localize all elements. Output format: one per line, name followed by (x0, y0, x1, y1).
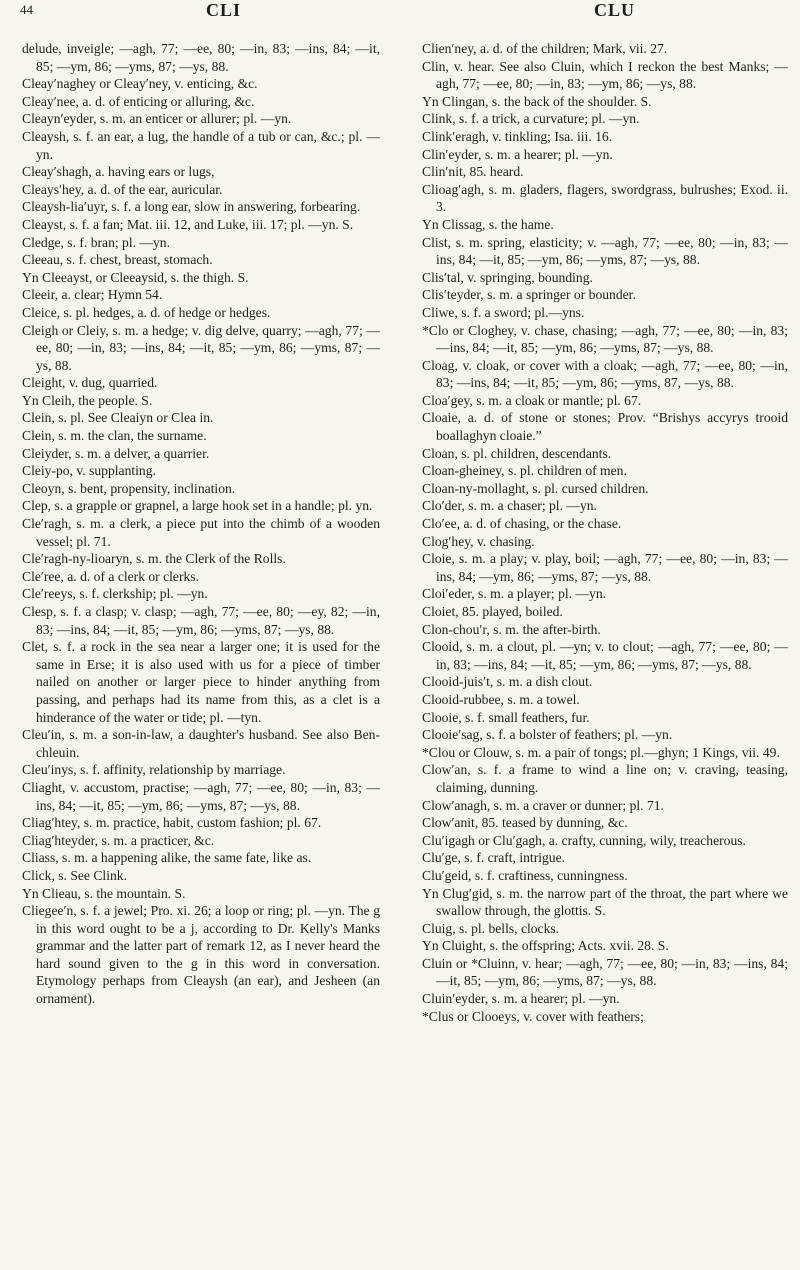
dictionary-entry: Yn Cleih, the people. S. (22, 392, 153, 408)
dictionary-entry: Cle′reeys, s. f. clerkship; pl. —yn. (22, 586, 208, 602)
running-header-right: CLU (594, 0, 636, 20)
dictionary-entry: Clog′hey, v. chasing. (422, 533, 535, 549)
dictionary-entry: Clow′anit, 85. teased by dunning, &c. (422, 815, 628, 831)
dictionary-entry: Cloaie, a. d. of stone or stones; Prov. “Brishys accyrys trooid boallaghyn cloaie.” (422, 410, 788, 444)
dictionary-entry: Cliaght, v. accustom, practise; —agh, 77; —ee, 80; —in, 83; —ins, 84; —it, 85; —ym, 86; —yms, 87; —ys, 88. (22, 779, 380, 813)
dictionary-entry: Cluig, s. pl. bells, clocks. (422, 920, 560, 936)
dictionary-entry: Cleoyn, s. bent, propensity, inclination. (22, 480, 236, 496)
dictionary-entry: Clooie′sag, s. f. a bolster of feathers; pl. —yn. (422, 727, 673, 743)
dictionary-entry: Clin′nit, 85. heard. (422, 164, 524, 180)
dictionary-entry: Clooid, s. m. a clout, pl. —yn; v. to clout; —agh, 77; —ee, 80; —in, 83; —ins, 84; —it, 85; —ym, 86; —yms, 87; —ys, 88. (422, 639, 788, 672)
dictionary-entry: Clein, s. m. the clan, the surname. (22, 428, 207, 444)
dictionary-entry: Clooie, s. f. small feathers, fur. (422, 709, 590, 725)
dictionary-entry: Clis′teyder, s. m. a springer or bounder. (422, 287, 636, 303)
dictionary-entry: Cleigh or Cleiy, s. m. a hedge; v. dig delve, quarry; —agh, 77; —ee, 80; —in, 83; —ins, 84; —it, 85; —ym, 86; —yms, 87; —ys, 88. (22, 322, 380, 373)
dictionary-entry: Cleaysh, s. f. an ear, a lug, the handle of a tub or can, &c.; pl. —yn. (22, 128, 380, 162)
dictionary-entry: delude, inveigle; —agh, 77; —ee, 80; —in, 83; —ins, 84; —it, 85; —ym, 86; —yms, 87; —ys, 88. (22, 41, 380, 74)
dictionary-entry: *Clo or Cloghey, v. chase, chasing; —agh, 77; —ee, 80; —in, 83; —ins, 84; —it, 85; —ym, 86; —yms, 87; —ys, 88. (422, 322, 788, 356)
dictionary-entry: Clo′der, s. m. a chaser; pl. —yn. (422, 498, 597, 514)
dictionary-entry: Cleay′shagh, a. having ears or lugs, (22, 164, 215, 180)
dictionary-entry: Clu′ge, s. f. craft, intrigue. (422, 850, 566, 866)
dictionary-entry: Clioag′agh, s. m. gladers, flagers, swordgrass, bulrushes; Exod. ii. 3. (422, 181, 788, 215)
dictionary-entry: Cleay′nee, a. d. of enticing or alluring, &c. (22, 93, 255, 109)
dictionary-entry: Cleu′inys, s. f. affinity, relationship by marriage. (22, 762, 286, 778)
dictionary-entry: Cloan-ny-mollaght, s. pl. cursed children. (422, 480, 649, 496)
dictionary-entry: Cleeir, a. clear; Hymn 54. (22, 287, 163, 303)
dictionary-entry: Cliass, s. m. a happening alike, the same fate, like as. (22, 850, 312, 866)
dictionary-entry: Clin, v. hear. See also Cluin, which I reckon the best Manks; —agh, 77; —ee, 80; —in, 83; —ym, 86; —ys, 88. (422, 58, 788, 92)
dictionary-entry: Cloie, s. m. a play; v. play, boil; —agh, 77; —ee, 80; —in, 83; —ins, 84; —ym, 86; —yms, 87; —ys, 88. (422, 551, 788, 584)
dictionary-entry: Cleiyder, s. m. a delver, a quarrier. (22, 445, 210, 461)
dictionary-entry: Cleay′naghey or Cleay′ney, v. enticing, &c. (22, 76, 258, 92)
dictionary-entry: Yn Clug′gid, s. m. the narrow part of the throat, the part where we swallow through, the glottis. S. (422, 885, 788, 919)
dictionary-entry: Clow′an, s. f. a frame to wind a line on; v. craving, teasing, claiming, dunning. (422, 762, 788, 795)
dictionary-entry: Cloiet, 85. played, boiled. (422, 604, 563, 619)
dictionary-entry: Clooid-rubbee, s. m. a towel. (422, 691, 580, 707)
dictionary-entry: Clon-chou′r, s. m. the after-birth. (422, 621, 601, 637)
dictionary-entry: Clu′igagh or Clu′gagh, a. crafty, cunning, wily, treacherous. (422, 832, 746, 848)
dictionary-entry: Clu′geid, s. f. craftiness, cunningness. (422, 867, 628, 883)
dictionary-entry: Cleu′in, s. m. a son-in-law, a daughter's husband. See also Ben-chleuin. (22, 727, 380, 760)
dictionary-entry: Clo′ee, a. d. of chasing, or the chase. (422, 516, 622, 532)
dictionary-entry: Cluin′eyder, s. m. a hearer; pl. —yn. (422, 991, 620, 1007)
dictionary-entry: Yn Clingan, s. the back of the shoulder. S. (422, 93, 652, 109)
dictionary-entry: Cluin or *Cluinn, v. hear; —agh, 77; —ee, 80; —in, 83; —ins, 84; —it, 85; —ym, 86; —yms, 87; —ys, 88. (422, 955, 788, 989)
dictionary-entry: Cle′ragh, s. m. a clerk, a piece put into the chimb of a wooden vessel; pl. 71. (22, 516, 380, 549)
dictionary-entry: Cle′ragh-ny-lioaryn, s. m. the Clerk of the Rolls. (22, 551, 286, 567)
dictionary-entry: Cliag′htey, s. m. practice, habit, custom fashion; pl. 67. (22, 815, 322, 831)
dictionary-entry: Yn Cleeayst, or Cleeaysid, s. the thigh. S. (22, 269, 249, 285)
dictionary-entry: *Clou or Clouw, s. m. a pair of tongs; pl.—ghyn; 1 Kings, vii. 49. (422, 744, 780, 760)
dictionary-entry: Clien′ney, a. d. of the children; Mark, vii. 27. (422, 41, 668, 56)
dictionary-entry: Cleayst, s. f. a fan; Mat. iii. 12, and Luke, iii. 17; pl. —yn. S. (22, 216, 354, 232)
dictionary-entry: Cliwe, s. f. a sword; pl.—yns. (422, 304, 585, 320)
dictionary-entry: Yn Clieau, s. the mountain. S. (22, 885, 186, 901)
dictionary-entry: Clow′anagh, s. m. a craver or dunner; pl. 71. (422, 797, 664, 813)
dictionary-entry: Clist, s. m. spring, elasticity; v. —agh, 77; —ee, 80; —in, 83; —ins, 84; —it, 85; —ym, 86; —yms, 87; —ys, 88. (422, 234, 788, 268)
dictionary-entry: Cloan, s. pl. children, descendants. (422, 445, 612, 461)
dictionary-entry: Cloi′eder, s. m. a player; pl. —yn. (422, 586, 607, 602)
right-column (422, 40, 788, 1025)
dictionary-entry: Cliag′hteyder, s. m. a practicer, &c. (22, 832, 215, 848)
dictionary-entry: Cleight, v. dug, quarried. (22, 375, 158, 391)
dictionary-entry: Clesp, s. f. a clasp; v. clasp; —agh, 77; —ee, 80; —ey, 82; —in, 83; —ins, 84; —it, 85; —ym, 86; —yms, 87; —ys, 88. (22, 604, 380, 637)
dictionary-entry: Cloa′gey, s. m. a cloak or mantle; pl. 67. (422, 392, 642, 408)
dictionary-entry: Clink, s. f. a trick, a curvature; pl. —yn. (422, 111, 640, 127)
page-number: 44 (20, 2, 33, 17)
dictionary-entry: Clep, s. a grapple or grapnel, a large hook set in a handle; pl. yn. (22, 498, 373, 514)
dictionary-entry: Cleiy-po, v. supplanting. (22, 463, 156, 479)
dictionary-entry: Cleayn′eyder, s. m. an enticer or allurer; pl. —yn. (22, 111, 292, 127)
dictionary-entry: Cleice, s. pl. hedges, a. d. of hedge or hedges. (22, 304, 271, 320)
dictionary-entry: Cle′ree, a. d. of a clerk or clerks. (22, 568, 199, 584)
dictionary-entry: Cledge, s. f. bran; pl. —yn. (22, 234, 170, 250)
dictionary-entry: Clin′eyder, s. m. a hearer; pl. —yn. (422, 146, 613, 162)
dictionary-entry: Clet, s. f. a rock in the sea near a larger one; it is used for the same in Erse; it is also used with us for a piece of timber nailed on another or larger piece to hinder anything from passing, and perhaps had its name from this, as a clet is a hinderance of the water or tide; pl. —tyn. (22, 639, 380, 725)
dictionary-entry: Click, s. See Clink. (22, 867, 127, 883)
dictionary-entry: Clein, s. pl. See Cleaiyn or Clea in. (22, 410, 214, 426)
running-header-left: CLI (206, 0, 242, 20)
dictionary-entry: Cloan-gheiney, s. pl. children of men. (422, 463, 627, 479)
dictionary-entry: Yn Clissag, s. the hame. (422, 216, 554, 232)
dictionary-entry: Cliegee′n, s. f. a jewel; Pro. xi. 26; a loop or ring; pl. —yn. The g in this word ought to be a j, according to Dr. Kelly's Manks grammar and the latter part of remark 12, as I never heard the hard sound given to the g in this word in conversation. Etymology perhaps from Cleaysh (an ear), and Jesheen (an ornament). (22, 903, 380, 1007)
dictionary-entry: Clink′eragh, v. tinkling; Isa. iii. 16. (422, 128, 613, 144)
dictionary-entry: Cloag, v. cloak, or cover with a cloak; —agh, 77; —ee, 80; —in, 83; —ins, 84; —it, 85; —ym, 86; —yms, 87, —ys, 88. (422, 357, 788, 391)
dictionary-entry: Cleays′hey, a. d. of the ear, auricular. (22, 181, 223, 197)
dictionary-entry: Yn Cluight, s. the offspring; Acts. xvii. 28. S. (422, 938, 669, 954)
dictionary-entry: Clooid-juis′t, s. m. a dish clout. (422, 674, 593, 690)
dictionary-entry: Clis′tal, v. springing, bounding. (422, 269, 593, 285)
left-column (22, 40, 380, 1008)
dictionary-entry: *Clus or Clooeys, v. cover with feathers; (422, 1008, 644, 1024)
dictionary-entry: Cleaysh-lia′uyr, s. f. a long ear, slow in answering, forbearing. (22, 199, 361, 215)
dictionary-entry: Cleeau, s. f. chest, breast, stomach. (22, 252, 213, 268)
